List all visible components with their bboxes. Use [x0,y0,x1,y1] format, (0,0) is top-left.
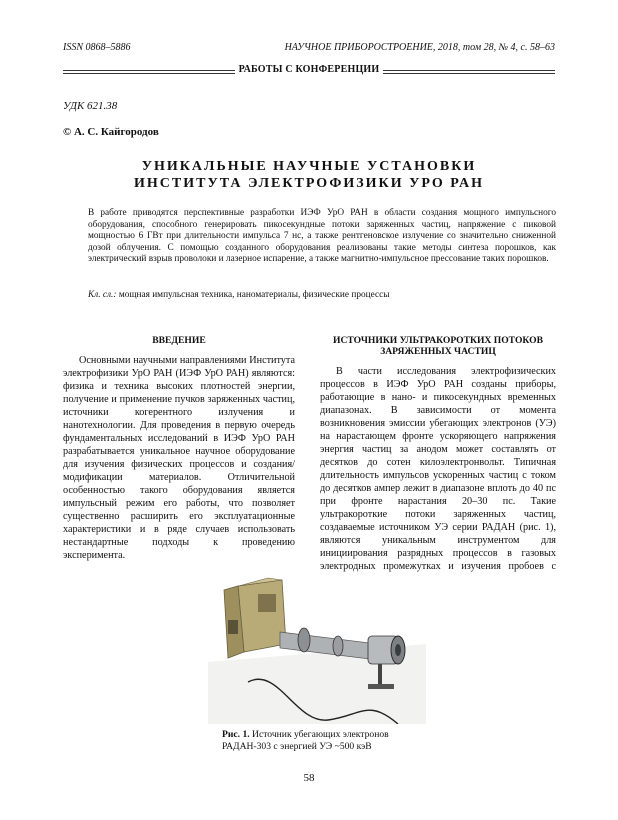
udc-code: УДК 621.38 [63,100,118,112]
flange-2 [333,636,343,656]
vent-grille [258,594,276,612]
gun-aperture [395,644,401,656]
keywords [88,290,556,300]
intro-heading: ВВЕДЕНИЕ [152,335,206,346]
intro-text: Основными научными направлениями Института электрофизики УрО РАН (ИЭФ УрО РАН) являются: физика и техника высоких плотностей энергии, получение и применение пучков заряженных частиц, источники когерентного излучения и нанотехнологии. Для проведения в первую очередь фундаментальных исследований в ИЭФ УрО РАН разрабатывается уникальное научное оборудование для изучения физических процессов и создания/модификации материалов. Отличительной особенностью такого оборудования является импульсный режим его работы, что позволяет существенно расширить его эксплуатационные характеристики и в ряде случаев использовать нестандартные подходы к проведению эксперимента. [63,355,295,561]
figure-photo [208,574,426,724]
sources-text: В части исследования электрофизических процессов в ИЭФ УрО РАН созданы приборы, работающие в нано- и пикосекундных временных диапазонах. В зависимости от момента возникновения эмиссии убегающих электронов (УЭ) на нарастающем фронте ускоряющего напряжения энергия частиц за анодом может составлять от десятков до сотен килоэлектронвольт. Типичная длительность импульсов ускоренных частиц с током до десятков ампер лежит в диапазоне вплоть до 40 пс при фронте нарастания 20–30 пс. Такие ультракороткие потоки заряженных частиц, создаваемые источником УЭ серии РАДАН (рис. 1), являются уникальным инструментом для инициирования разрядных процессов в газовых электродных промежутках и изучения пробоев с [320,366,556,572]
keywords-label: Кл. сл.: [88,290,117,300]
stand-leg [378,664,382,686]
flange-1 [298,628,310,652]
stand-base [368,684,394,689]
article-title [0,158,618,192]
caption-line-1: Источник убегающих электронов [252,729,389,740]
sources-heading-line-1: ИСТОЧНИКИ УЛЬТРАКОРОТКИХ ПОТОКОВ [332,335,543,346]
issn-header: ISSN 0868–5886 [63,42,131,53]
sources-heading-line-2: ЗАРЯЖЕННЫХ ЧАСТИЦ [380,346,496,357]
journal-header: НАУЧНОЕ ПРИБОРОСТРОЕНИЕ, 2018, том 28, № 4, c. 58–63 [284,42,555,53]
sources-heading [320,335,556,357]
title-line-1: УНИКАЛЬНЫЕ НАУЧНЫЕ УСТАНОВКИ [141,159,477,174]
figure-caption [222,729,389,753]
section-title-text: РАБОТЫ С КОНФЕРЕНЦИИ [235,64,384,75]
abstract: В работе приводятся перспективные разработки ИЭФ УрО РАН в области создания мощного импульсного оборудования, способного генерировать пикосекундные потоки заряженных частиц, напряжение с пиковой мощностью 6 ГВт при длительности импульса 7 нс, а также рентгеновское излучение со значительно сниженной дозой облучения. С помощью созданного оборудования реализованы такие методы синтеза порошков, как электрический взрыв проволоки и лазерное испарение, а также магнитно-импульсное прессование таких порошков. [88,208,556,265]
figure-label: Рис. 1. [222,729,250,740]
page-number: 58 [303,772,315,784]
caption-line-2: РАДАН-303 с энергией УЭ ~500 кэВ [222,741,372,752]
keywords-text: мощная импульсная техника, наноматериалы, физические процессы [118,290,390,300]
section-title [0,64,618,75]
side-panel [228,620,238,634]
author: © А. С. Кайгородов [63,126,159,138]
title-line-2: ИНСТИТУТА ЭЛЕКТРОФИЗИКИ УРО РАН [133,176,484,191]
generator-housing [238,580,286,652]
